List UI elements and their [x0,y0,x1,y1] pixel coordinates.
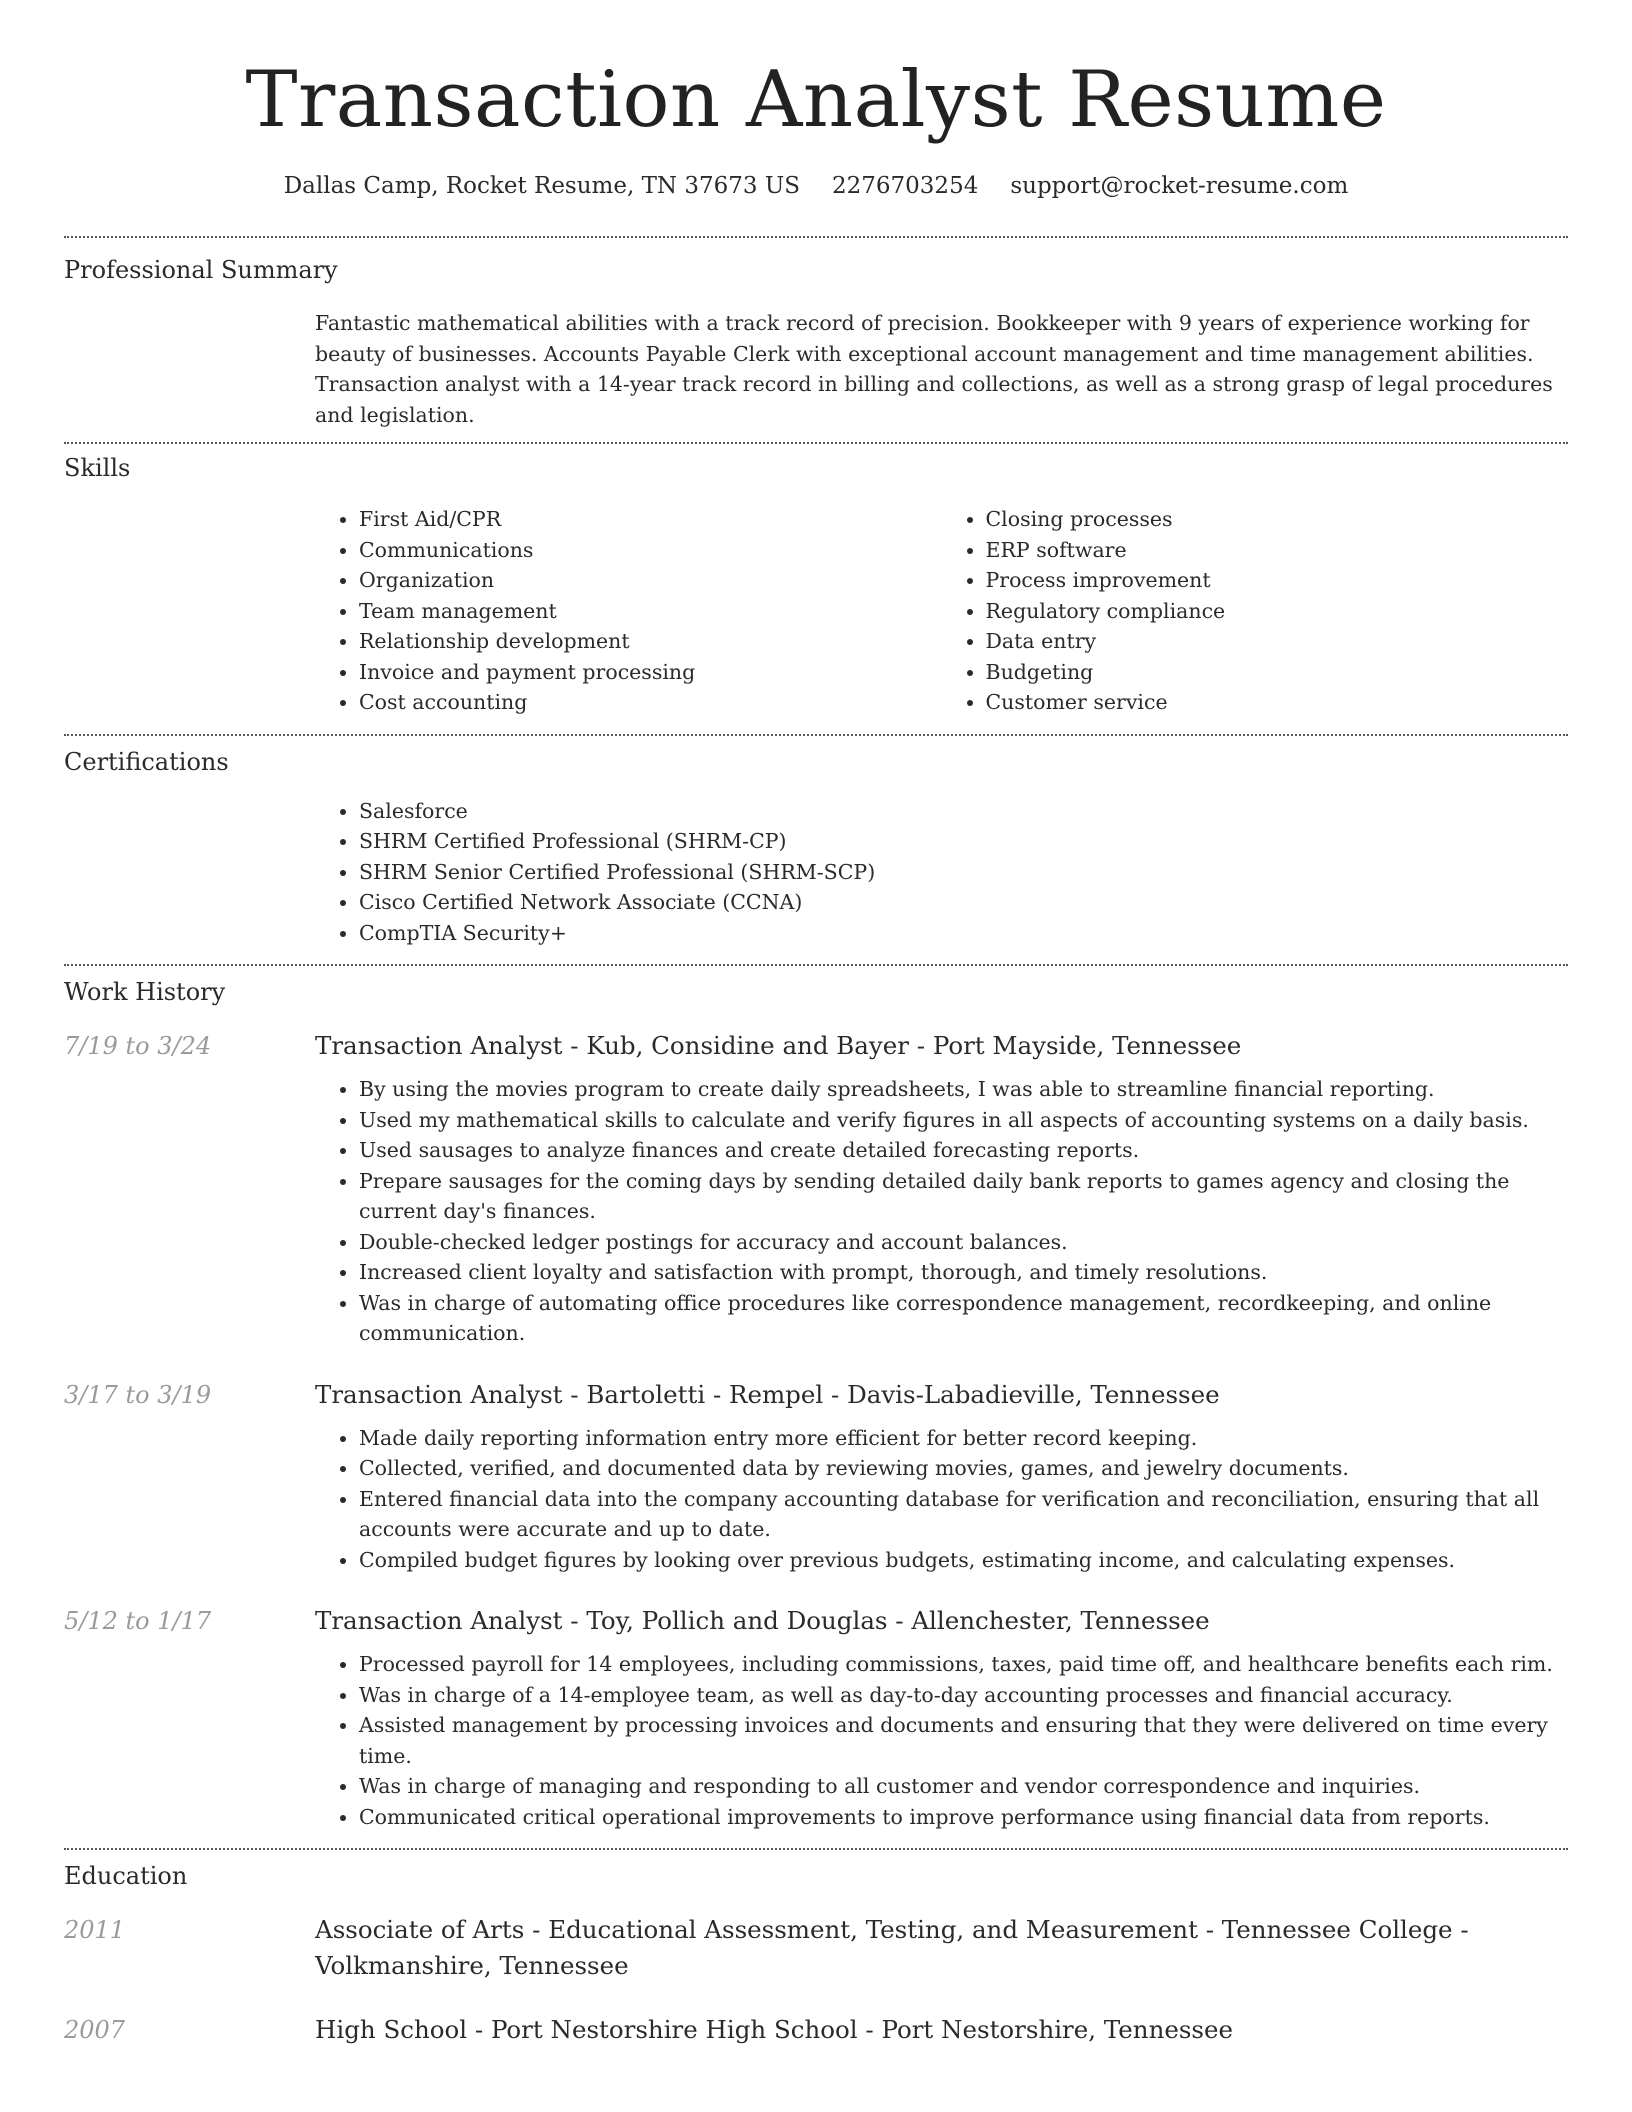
work-heading [315,1028,1568,1064]
skill-item: • Relationship development [359,626,942,657]
skill-item: • Budgeting [986,657,1569,688]
job-role: Transaction Analyst [315,1379,563,1409]
separator: - [562,1379,587,1409]
summary-section [64,238,1568,442]
work-entry [64,1377,1568,1576]
work-history-entries [64,1028,1568,1848]
job-location: Davis-Labadieville, Tennessee [847,1379,1220,1409]
job-company: Kub, Considine and Bayer [586,1031,909,1060]
separator: - [562,1606,587,1635]
resume-page [64,0,1568,2048]
work-bullet: • Was in charge of a 14-employee team, as well as day-to-day accounting processes and financial accuracy. [359,1680,1568,1711]
work-bullet: • Prepare sausages for the coming days by sending detailed daily bank reports to games agency and closing the current day's finances. [359,1166,1568,1227]
work-bullets [315,1649,1568,1832]
separator: - [908,1031,933,1060]
contact-email: support@rocket-resume.com [1010,173,1349,199]
contact-line [64,170,1568,202]
work-bullet: • Used sausages to analyze finances and create detailed forecasting reports. [359,1135,1568,1166]
work-history-section [64,966,1568,1848]
school-name: Port Nestorshire High School [490,2015,858,2044]
separator: - [823,1379,848,1409]
section-title-education: Education [64,1862,188,1890]
school-location: Volkmanshire, Tennessee [315,1951,629,1980]
work-dates: 5/12 to 1/17 [64,1607,212,1635]
education-entries [64,1912,1568,2048]
skill-item: • Regulatory compliance [986,596,1569,627]
separator: - [857,2015,882,2044]
separator: - [562,1031,587,1060]
certification-item: • Cisco Certified Network Associate (CCNA) [359,887,1568,918]
job-location: Port Mayside, Tennessee [932,1031,1242,1060]
work-bullet: • Collected, verified, and documented data by reviewing movies, games, and jewelry documents. [359,1453,1568,1484]
school-name: Tennessee College [1221,1915,1453,1944]
section-title-skills: Skills [64,454,131,482]
certifications-section [64,736,1568,965]
certification-item: • CompTIA Security+ [359,918,1568,949]
job-company: Bartoletti - Rempel [586,1379,824,1409]
job-location: Allenchester, Tennessee [911,1606,1210,1635]
work-dates: 7/19 to 3/24 [64,1032,212,1060]
certification-item: • SHRM Senior Certified Professional (SHRM-SCP) [359,857,1568,888]
degree: Associate of Arts [315,1915,525,1944]
skills-list-right [942,504,1569,718]
work-bullet: • By using the movies program to create daily spreadsheets, I was able to streamline financial reporting. [359,1074,1568,1105]
skill-item: • Process improvement [986,565,1569,596]
education-section [64,1850,1568,2048]
contact-phone: 2276703254 [832,173,979,199]
work-bullet: • Used my mathematical skills to calculate and verify figures in all aspects of accounting systems on a daily basis. [359,1105,1568,1136]
education-heading [315,2012,1568,2048]
work-entry [64,1028,1568,1349]
education-year: 2007 [64,2016,126,2044]
certification-item: • SHRM Certified Professional (SHRM-CP) [359,826,1568,857]
skill-item: • ERP software [986,535,1569,566]
resume-title: Transaction Analyst Resume [245,55,1387,145]
work-heading [315,1603,1568,1639]
work-bullet: • Entered financial data into the company accounting database for verification and reconciliation, ensuring that all accounts were accurate and up to date. [359,1484,1568,1545]
work-bullet: • Increased client loyalty and satisfaction with prompt, thorough, and timely resolutions. [359,1257,1568,1288]
skill-item: • Communications [359,535,942,566]
education-year: 2011 [64,1916,126,1944]
work-bullet: • Double-checked ledger postings for accuracy and account balances. [359,1227,1568,1258]
degree: High School [315,2015,468,2044]
separator: - [1197,1915,1222,1944]
skill-item: • Data entry [986,626,1569,657]
work-entry [64,1603,1568,1832]
work-bullet: • Processed payroll for 14 employees, including commissions, taxes, paid time off, and healthcare benefits each rim. [359,1649,1568,1680]
work-bullet: • Compiled budget figures by looking over previous budgets, estimating income, and calculating expenses. [359,1545,1568,1576]
summary-text: Fantastic mathematical abilities with a track record of precision. Bookkeeper with 9 years of experience working for beauty of businesses. Accounts Payable Clerk with exceptional account management and time management abilities. Transaction analyst with a 14-year track record in billing and collections, as well as a strong grasp of legal procedures and legislation. [315,311,1553,427]
separator: - [887,1606,912,1635]
work-dates: 3/17 to 3/19 [64,1380,212,1409]
section-title-summary: Professional Summary [64,256,338,284]
work-bullet: • Was in charge of managing and responding to all customer and vendor correspondence and inquiries. [359,1771,1568,1802]
skills-section [64,444,1568,734]
work-bullet: • Was in charge of automating office procedures like correspondence management, recordkeeping, and online communication. [359,1288,1568,1349]
separator: - [467,2015,491,2044]
certifications-body [315,796,1568,965]
work-bullets [315,1074,1568,1349]
skills-list-left [315,504,942,718]
job-role: Transaction Analyst [315,1031,563,1060]
job-company: Toy, Pollich and Douglas [586,1606,888,1635]
skill-item: • First Aid/CPR [359,504,942,535]
contact-address: Dallas Camp, Rocket Resume, TN 37673 US [283,173,800,199]
section-title-certifications: Certifications [64,747,229,776]
education-entry [64,2012,1568,2048]
work-heading [315,1377,1568,1413]
work-bullets [315,1423,1568,1576]
education-entry [64,1912,1568,1984]
work-bullet: • Made daily reporting information entry more efficient for better record keeping. [359,1423,1568,1454]
job-role: Transaction Analyst [315,1606,563,1635]
skill-item: • Customer service [986,687,1569,718]
certification-item: • Salesforce [359,796,1568,827]
skill-item: • Cost accounting [359,687,942,718]
field-of-study: Educational Assessment, Testing, and Measurement [548,1915,1198,1944]
work-bullet: • Communicated critical operational improvements to improve performance using financial data from reports. [359,1802,1568,1833]
certifications-list [315,796,1568,949]
education-heading [315,1912,1568,1984]
school-location: Port Nestorshire, Tennessee [881,2015,1233,2044]
skill-item: • Team management [359,596,942,627]
skills-columns [315,504,1568,734]
skill-item: • Organization [359,565,942,596]
section-title-work-history: Work History [64,978,226,1006]
separator: - [1452,1915,1469,1944]
work-bullet: • Assisted management by processing invoices and documents and ensuring that they were delivered on time every time. [359,1710,1568,1771]
separator: - [524,1915,549,1944]
skill-item: • Invoice and payment processing [359,657,942,688]
skill-item: • Closing processes [986,504,1569,535]
